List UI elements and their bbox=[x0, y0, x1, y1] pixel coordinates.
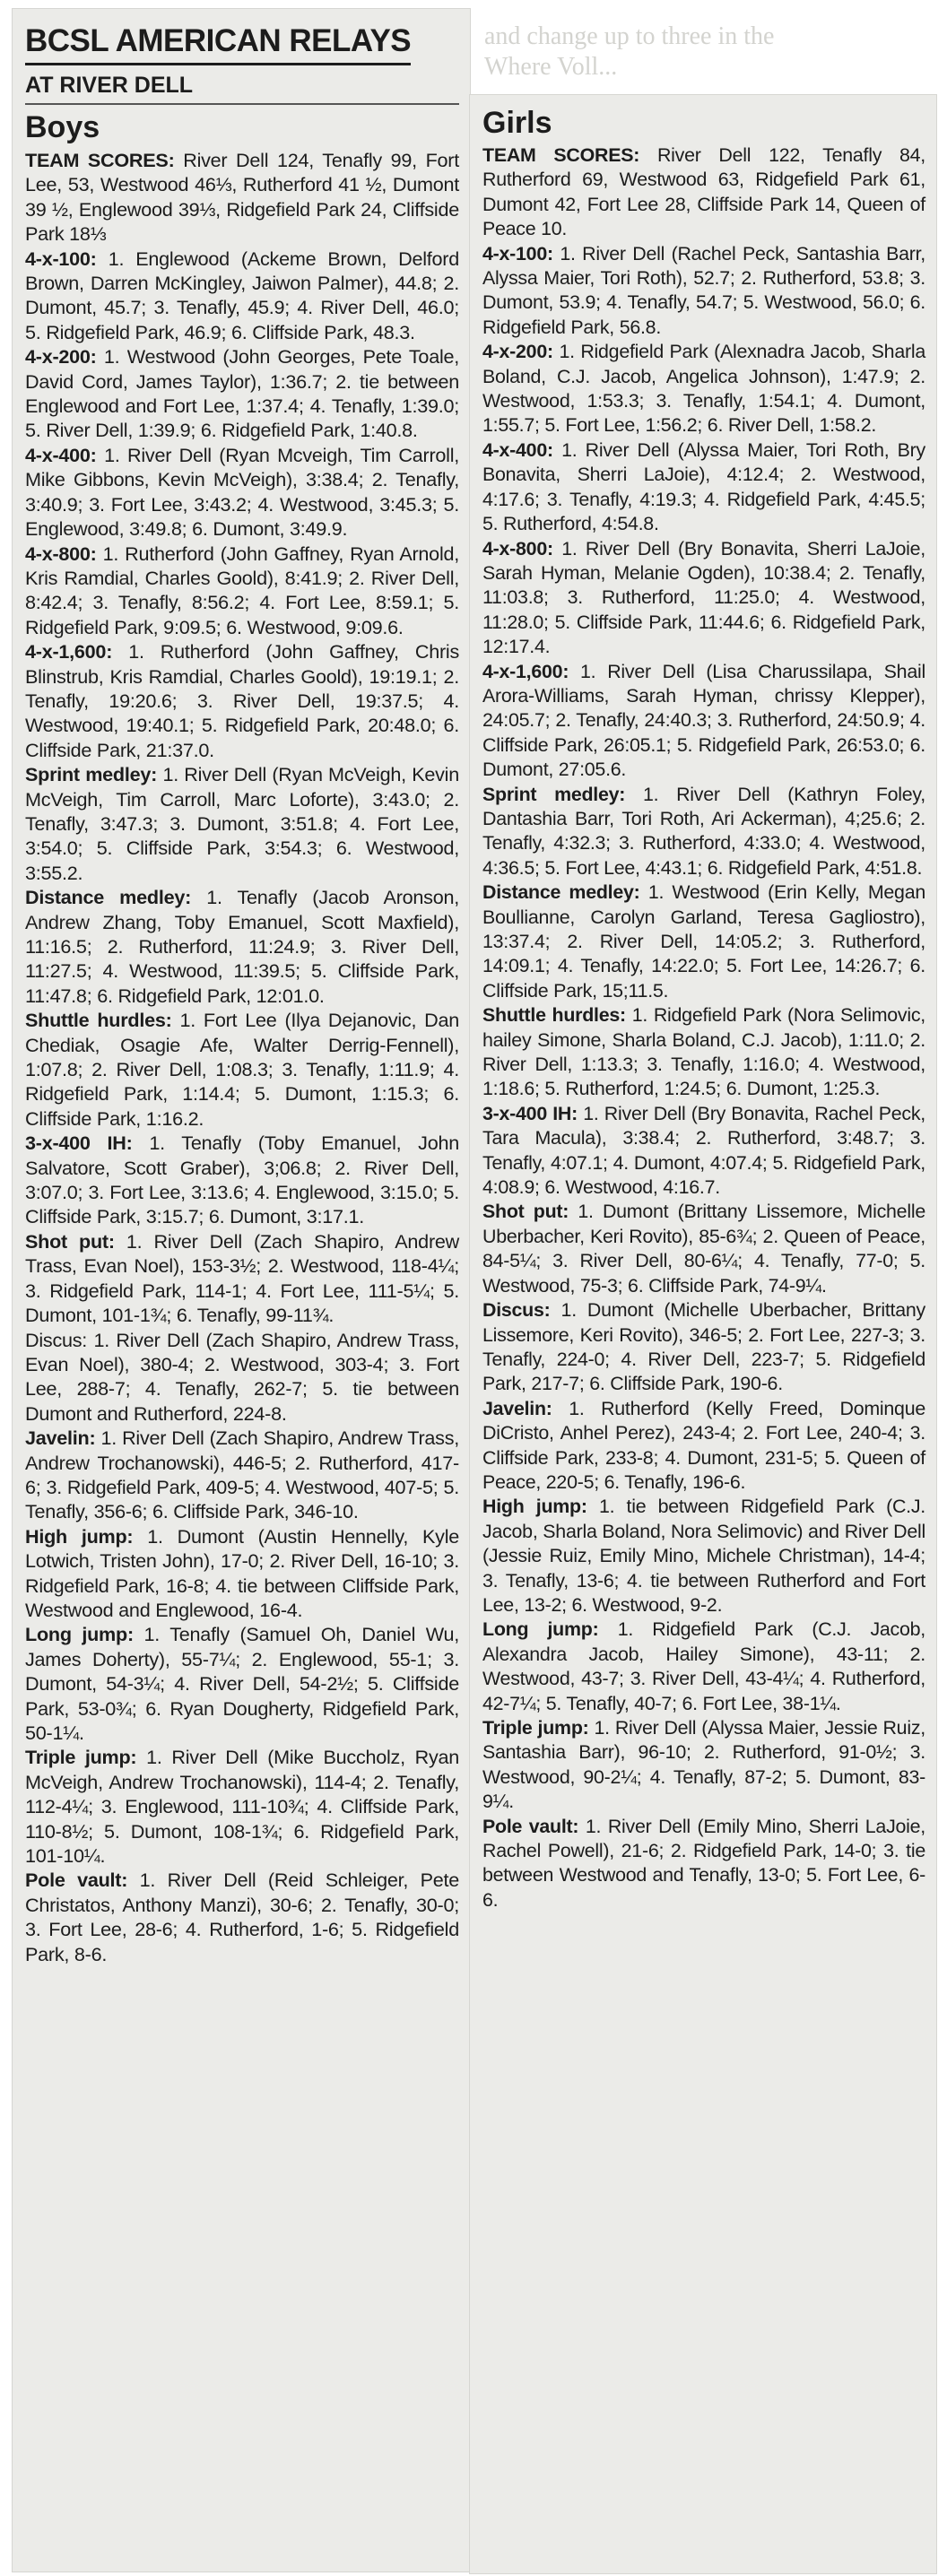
event-label: 4-x-800: bbox=[482, 537, 553, 559]
event-text: 1. Westwood (John Georges, Pete Toale, David Cord, James Taylor), 1:36.7; 2. tie between Englewood and Fort Lee, 1:37.4; 4. Tenafly, 1:39.0; 5. River Dell, 1:39.9; 6. Ridgefield Park, 1:40.8. bbox=[25, 345, 460, 442]
event-label: Long jump: bbox=[482, 1618, 599, 1641]
girls-event-result bbox=[482, 143, 925, 242]
event-label: 4-x-200: bbox=[482, 341, 553, 363]
boys-event-result bbox=[25, 1524, 459, 1623]
event-label: Triple jump: bbox=[25, 1746, 137, 1769]
girls-heading: Girls bbox=[482, 106, 552, 140]
girls-event-result bbox=[482, 1397, 925, 1496]
event-label: 4-x-200: bbox=[25, 345, 97, 369]
event-text: River Dell 124, Tenafly 99, Fort Lee, 53, Westwood 46⅓, Rutherford 41 ½, Dumont 39 ½, Englewood 39⅓, Ridgefield Park 24, Cliffside Park 18⅓ bbox=[25, 149, 459, 246]
girls-event-result bbox=[482, 783, 925, 881]
event-text: 1. River Dell (Ryan McVeigh, Kevin McVeigh, Tim Carroll, Marc Loforte), 3:43.0; 2. Tenafly, 3:47.3; 3. Dumont, 3:51.8; 4. Fort Lee, 3:54.0; 5. Cliffside Park, 3:54.3; 6. Westwood, 3:55.2. bbox=[25, 763, 459, 884]
bleed-line: and change up to three in the bbox=[484, 22, 775, 50]
event-label: Distance medley: bbox=[25, 886, 192, 909]
boys-event-result bbox=[25, 1868, 459, 1966]
event-text: 1. Fort Lee (Ilya Dejanovic, Dan Chediak, Osagie Afe, Walter Derrig-Fennell), 1:07.8; 2. River Dell, 1:08.3; 3. Tenafly, 1:11.9; 4. Ridgefield Park, 1:14.4; 5. Dumont, 1:15.3; 6. Cliffside Park, 1:16.2. bbox=[25, 1009, 460, 1130]
event-label: TEAM SCORES: bbox=[25, 149, 175, 171]
boys-entries bbox=[25, 148, 459, 1966]
event-text: 1. River Dell (Bry Bonavita, Rachel Peck, Tara Macula), 3:38.4; 2. Rutherford, 3:48.7; 3. Tenafly, 4:07.1; 4. Dumont, 4:07.4; 5. Ridgefield Park, 4:08.9; 6. Westwood, 4:16.7. bbox=[482, 1102, 925, 1199]
event-label: 4-x-100: bbox=[482, 242, 553, 265]
event-label: 3-x-400 IH: bbox=[25, 1132, 133, 1155]
event-text: 1. Tenafly (Jacob Aronson, Andrew Zhang, Toby Emanuel, Scott Maxfield), 11:16.5; 2. Rutherford, 11:24.9; 3. River Dell, 11:27.5; 4. Westwood, 11:39.5; 5. Cliffside Park, 11:47.8; 6. Ridgefield Park, 12:01.0. bbox=[25, 886, 459, 1007]
event-label: 4-x-400: bbox=[482, 438, 553, 461]
girls-event-result bbox=[482, 880, 925, 1003]
boys-event-result bbox=[25, 443, 459, 542]
event-text: 1. tie between Ridgefield Park (C.J. Jacob, Sharla Boland, Nora Selimovic) and River Dell (Jessie Ruiz, Emily Mino, Michele Christman), 14-4; 3. Tenafly, 13-6; 4. tie between Rutherford and Fort Lee, 13-2; 6. Westwood, 9-2. bbox=[482, 1496, 925, 1616]
boys-event-result bbox=[25, 885, 459, 1008]
boys-event-result bbox=[25, 1426, 459, 1524]
event-text: 1. River Dell (Alyssa Maier, Tori Roth, Bry Bonavita, Sherri LaJoie), 4:12.4; 2. Westwood, 4:17.6; 3. Tenafly, 4:19.3; 4. Ridgefield Park, 4:45.5; 5. Rutherford, 4:54.8. bbox=[482, 438, 925, 535]
event-label: Long jump: bbox=[25, 1623, 134, 1646]
event-label: Distance medley: bbox=[482, 881, 640, 904]
event-label: 3-x-400 IH: bbox=[482, 1102, 578, 1124]
boys-event-result bbox=[25, 1622, 459, 1745]
girls-event-result bbox=[482, 1298, 925, 1397]
event-text: 1. River Dell (Mike Buccholz, Ryan McVeigh, Andrew Trochanowski), 114-4; 2. Tenafly, 112-4¼; 3. Englewood, 111-10¾; 4. Cliffside Park, 110-8½; 5. Dumont, 108-1¾; 6. Ridgefield Park, 101-10¼. bbox=[25, 1746, 460, 1868]
boys-event-result bbox=[25, 542, 459, 640]
event-text: 1. River Dell (Rachel Peck, Santashia Barr, Alyssa Maier, Tori Roth), 52.7; 2. Rutherford, 53.8; 3. Dumont, 53.9; 4. Tenafly, 54.7; 5. Westwood, 56.0; 6. Ridgefield Park, 56.8. bbox=[482, 242, 925, 338]
event-text: 1. Rutherford (John Gaffney, Chris Blinstrub, Kris Ramdial, Charles Goold), 19:19.1; 2. Tenafly, 19:20.6; 3. River Dell, 19:37.5; 4. Westwood, 19:40.1; 5. Ridgefield Park, 20:48.0; 6. Cliffside Park, 21:37.0. bbox=[25, 640, 460, 761]
girls-event-result bbox=[482, 1815, 925, 1913]
girls-event-result bbox=[482, 438, 925, 537]
event-label: TEAM SCORES: bbox=[482, 144, 640, 166]
girls-event-result bbox=[482, 340, 925, 438]
event-text: 1. River Dell (Emily Mino, Sherri LaJoie, Rachel Powell), 21-6; 2. Ridgefield Park, 14-0; 3. tie between Westwood and Tenafly, 13-0; 5. Fort Lee, 6-6. bbox=[482, 1815, 926, 1911]
event-label: 4-x-800: bbox=[25, 542, 97, 565]
event-text: 1. Dumont (Austin Hennelly, Kyle Lotwich, Tristen John), 17-0; 2. River Dell, 16-10; 3. Ridgefield Park, 16-8; 4. tie between Cliffside Park, Westwood and Englewood, 16-4. bbox=[25, 1524, 459, 1621]
girls-entries bbox=[482, 143, 925, 1912]
background-bleed-text bbox=[484, 22, 928, 82]
event-text: 1. River Dell (Zach Shapiro, Andrew Trass, Evan Noel), 153-3½; 2. Westwood, 118-4¼; 3. Ridgefield Park, 114-1; 4. Fort Lee, 111-5¼; 5. Dumont, 101-1¾; 6. Tenafly, 99-11¾. bbox=[25, 1229, 459, 1327]
event-text: 1. River Dell (Reid Schleiger, Pete Christatos, Anthony Manzi), 30-6; 2. Tenafly, 30-0; 3. Fort Lee, 28-6; 4. Rutherford, 1-6; 5. Ridgefield Park, 8-6. bbox=[25, 1869, 459, 1965]
venue-subtitle: AT RIVER DELL bbox=[25, 71, 459, 105]
event-label: Sprint medley: bbox=[25, 763, 158, 786]
event-text: 1. River Dell (Zach Shapiro, Andrew Trass, Andrew Trochanowski), 446-5; 2. Rutherford, 417-6; 3. Ridgefield Park, 409-5; 4. Westwood, 407-5; 5. Tenafly, 356-6; 6. Cliffside Park, 346-10. bbox=[25, 1427, 459, 1523]
event-text: 1. River Dell (Ryan Mcveigh, Tim Carroll, Mike Gibbons, Kevin McVeigh), 3:38.4; 2. Tenafly, 3:40.9; 3. Fort Lee, 3:43.2; 4. Westwood, 3:45.3; 5. Englewood, 3:49.8; 6. Dumont, 3:49.9. bbox=[25, 443, 459, 541]
event-text: 1. Dumont (Brittany Lissemore, Michelle Uberbacher, Keri Rovito), 85-6¾; 2. Queen of Peace, 84-5¼; 3. River Dell, 80-6¼; 4. Tenafly, 77-0; 5. Westwood, 75-3; 6. Cliffside Park, 74-9¼. bbox=[482, 1201, 925, 1297]
event-label: High jump: bbox=[482, 1496, 587, 1518]
boys-event-result bbox=[25, 247, 459, 345]
girls-results-clipping bbox=[470, 95, 936, 2573]
girls-event-result bbox=[482, 537, 925, 660]
boys-event-result bbox=[25, 344, 459, 443]
girls-event-result bbox=[482, 660, 925, 783]
event-label: Triple jump: bbox=[482, 1717, 589, 1739]
event-text: 1. Rutherford (Kelly Freed, Dominque DiCristo, Anhel Perez), 243-4; 2. Fort Lee, 240-4; 3. Cliffside Park, 233-8; 4. Dumont, 231-5; 5. Queen of Peace, 220-5; 6. Tenafly, 196-6. bbox=[482, 1397, 925, 1493]
event-label: Pole vault: bbox=[482, 1815, 579, 1837]
event-text: 1. River Dell (Kathryn Foley, Dantashia Barr, Tori Roth, Ari Ackerman), 4;25.6; 2. Tenafly, 4:32.3; 3. Rutherford, 4:33.0; 4. Westwood, 4:36.5; 5. Fort Lee, 4:43.1; 6. Ridgefield Park, 4:51.8. bbox=[482, 783, 925, 879]
girls-event-result bbox=[482, 1716, 925, 1815]
event-text: 1. Englewood (Ackeme Brown, Delford Brown, Darren McKingley, Jaiwon Palmer), 44.8; 2. Dumont, 45.7; 3. Tenafly, 45.9; 4. River Dell, 46.0; 5. Ridgefield Park, 46.9; 6. Cliffside Park, 48.3. bbox=[25, 247, 460, 343]
event-text: 1. River Dell (Lisa Charussilapa, Shail Arora-Williams, Sarah Hyman, chrissy Klepper), 24:05.7; 2. Tenafly, 24:40.3; 3. Rutherford, 24:50.9; 4. Cliffside Park, 26:05.1; 5. Ridgefield Park, 26:53.0; 6. Dumont, 27:05.6. bbox=[482, 660, 925, 781]
event-label: Javelin: bbox=[25, 1427, 96, 1450]
event-text: 1. Tenafly (Samuel Oh, Daniel Wu, James Doherty), 55-7¼; 2. Englewood, 55-1; 3. Dumont, 54-3¼; 4. River Dell, 54-2½; 5. Cliffside Park, 53-0¾; 6. Ryan Dougherty, Ridgefield Park, 50-1¼. bbox=[25, 1623, 459, 1744]
event-text: 1. Ridgefield Park (Alexnadra Jacob, Sharla Boland, C.J. Jacob, Angelica Johnson), 1:47.9; 2. Westwood, 1:53.3; 3. Tenafly, 1:54.1; 4. Dumont, 1:55.7; 5. Fort Lee, 1:56.2; 6. River Dell, 1:58.2. bbox=[482, 341, 926, 437]
event-text: 1. Tenafly (Toby Emanuel, John Salvatore, Scott Graber), 3;06.8; 2. River Dell, 3:07.0; 3. Fort Lee, 3:13.6; 4. Englewood, 3:15.0; 5. Cliffside Park, 3:15.7; 6. Dumont, 3:17.1. bbox=[25, 1132, 460, 1228]
boys-event-result bbox=[25, 1328, 459, 1427]
girls-event-result bbox=[482, 1200, 925, 1298]
boys-event-result bbox=[25, 1229, 459, 1328]
event-text: 1. River Dell (Bry Bonavita, Sherri LaJoie, Sarah Hyman, Melanie Ogden), 10:38.4; 2. Tenafly, 11:03.8; 3. Rutherford, 11:25.0; 4. Westwood, 11:28.0; 5. Cliffside Park, 11:44.6; 6. Ridgefield Park, 12:17.4. bbox=[482, 537, 925, 658]
event-text: 1. Ridgefield Park (C.J. Jacob, Alexandra Jacob, Hailey Simone), 43-11; 2. Westwood, 43-7; 3. River Dell, 43-4¼; 4. Rutherford, 42-7¼; 5. Tenafly, 40-7; 6. Fort Lee, 38-1¼. bbox=[482, 1618, 925, 1714]
event-label: Shot put: bbox=[482, 1201, 569, 1223]
event-label: Shot put: bbox=[25, 1229, 115, 1253]
event-text: River Dell 122, Tenafly 84, Rutherford 69, Westwood 63, Ridgefield Park 61, Dumont 42, Fort Lee 28, Cliffside Park 14, Queen of Peace 10. bbox=[482, 144, 925, 240]
event-label: Discus: bbox=[482, 1299, 551, 1322]
event-label: Pole vault: bbox=[25, 1869, 128, 1892]
event-label: 4-x-400: bbox=[25, 443, 97, 466]
boys-results-clipping bbox=[13, 9, 470, 2572]
event-label: 4-x-100: bbox=[25, 247, 97, 270]
boys-event-result bbox=[25, 148, 459, 247]
event-label: 4-x-1,600: bbox=[482, 660, 569, 682]
boys-heading: Boys bbox=[25, 110, 100, 144]
boys-event-result bbox=[25, 639, 459, 762]
girls-event-result bbox=[482, 1102, 925, 1201]
boys-event-result bbox=[25, 1745, 459, 1868]
girls-event-result bbox=[482, 1003, 925, 1102]
event-text: 1. Westwood (Erin Kelly, Megan Boullianne, Carolyn Garland, Teresa Gagliostro), 13:37.4; 2. River Dell, 14:05.2; 3. Rutherford, 14:09.1; 4. Tenafly, 14:22.0; 5. Fort Lee, 14:26.7; 6. Cliffside Park, 15;11.5. bbox=[482, 881, 925, 1002]
event-label: Shuttle hurdles: bbox=[482, 1004, 626, 1027]
boys-event-result bbox=[25, 1008, 459, 1131]
event-label: Shuttle hurdles: bbox=[25, 1009, 172, 1032]
bleed-line: Where Voll... bbox=[484, 53, 618, 81]
boys-event-result bbox=[25, 1131, 459, 1229]
event-text: 1. Ridgefield Park (Nora Selimovic, hailey Simone, Sharla Boland, C.J. Jacob), 1:11.0; 2. River Dell, 1:13.3; 3. Tenafly, 1:16.0; 4. Westwood, 1:18.6; 5. Rutherford, 1:24.5; 6. Dumont, 1:25.3. bbox=[482, 1004, 925, 1100]
girls-event-result bbox=[482, 1495, 925, 1618]
event-label: 4-x-1,600: bbox=[25, 640, 113, 664]
girls-event-result bbox=[482, 242, 925, 341]
event-label: Javelin: bbox=[482, 1397, 552, 1419]
league-title: BCSL AMERICAN RELAYS bbox=[25, 22, 411, 65]
event-label: High jump: bbox=[25, 1524, 134, 1548]
event-label: Sprint medley: bbox=[482, 783, 626, 805]
event-text: Discus: 1. River Dell (Zach Shapiro, Andrew Trass, Evan Noel), 380-4; 2. Westwood, 303-4; 3. Fort Lee, 288-7; 4. Tenafly, 262-7; 5. tie between Dumont and Rutherford, 224-8. bbox=[25, 1328, 459, 1425]
event-text: 1. Dumont (Michelle Uberbacher, Brittany Lissemore, Keri Rovito), 346-5; 2. Fort Lee, 227-3; 3. Tenafly, 224-0; 4. River Dell, 223-7; 5. Ridgefield Park, 217-7; 6. Cliffside Park, 190-6. bbox=[482, 1299, 925, 1395]
boys-event-result bbox=[25, 762, 459, 885]
girls-event-result bbox=[482, 1618, 925, 1716]
event-text: 1. River Dell (Alyssa Maier, Jessie Ruiz, Santashia Barr), 96-10; 2. Rutherford, 91-0½; 3. Westwood, 90-2¼; 4. Tenafly, 87-2; 5. Dumont, 83-9¼. bbox=[482, 1717, 925, 1813]
event-text: 1. Rutherford (John Gaffney, Ryan Arnold, Kris Ramdial, Charles Goold), 8:41.9; 2. River Dell, 8:42.4; 3. Tenafly, 8:56.2; 4. Fort Lee, 8:59.1; 5. Ridgefield Park, 9:09.5; 6. Westwood, 9:09.6. bbox=[25, 542, 460, 638]
